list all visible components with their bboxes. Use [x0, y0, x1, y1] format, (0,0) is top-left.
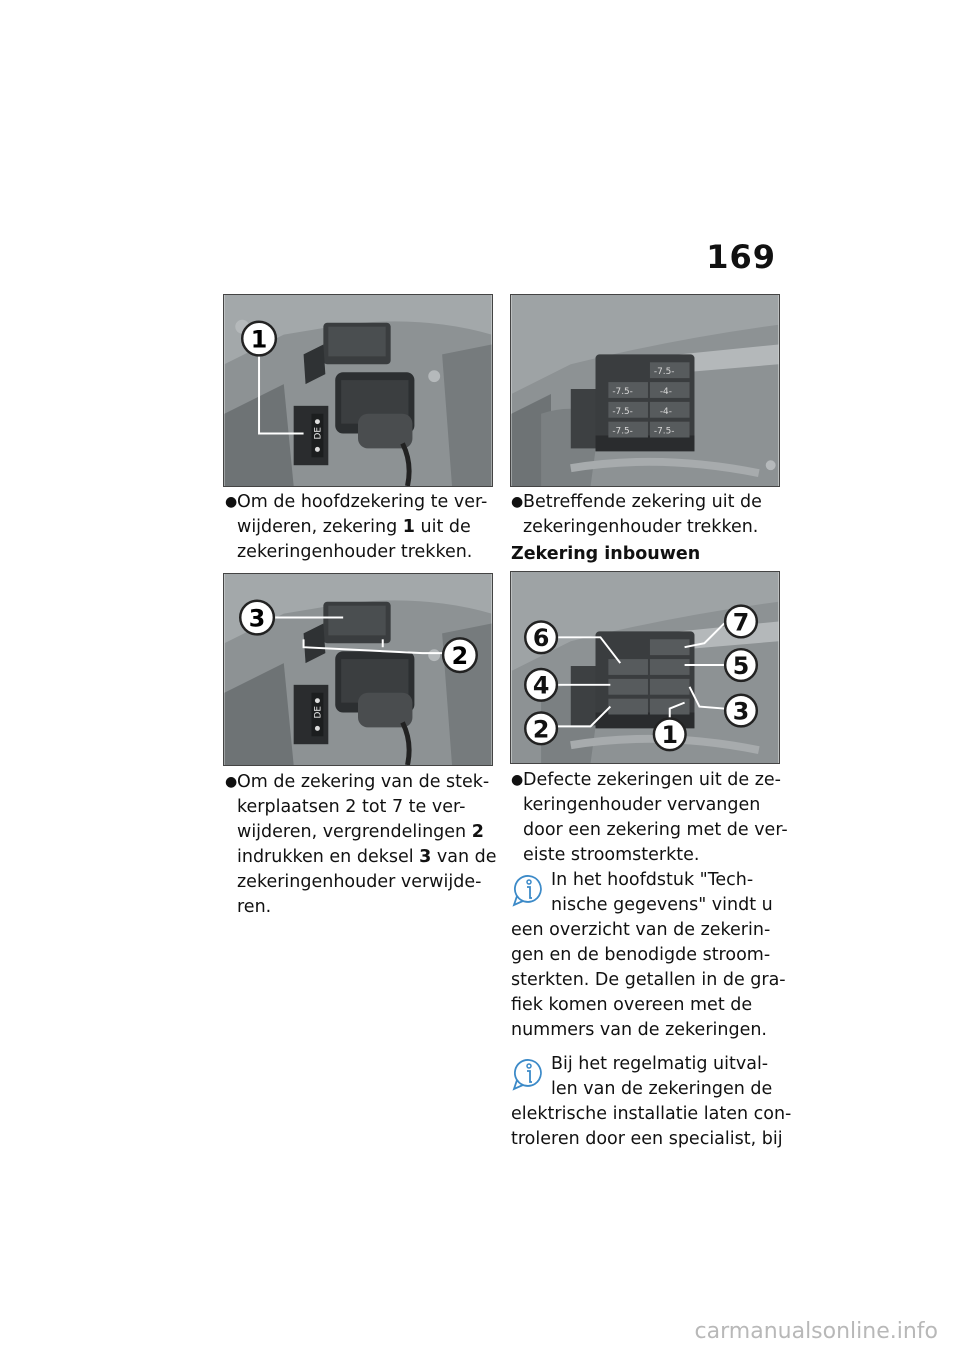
- fuse-positions-illustration: [511, 572, 779, 763]
- svg-text:DE: DE: [313, 427, 324, 440]
- callout-2: 2: [532, 715, 550, 744]
- fuse-label: -7.5-: [653, 426, 675, 437]
- text-line: elektrische installatie laten con-: [511, 1104, 792, 1124]
- text-line: eiste stroomsterkte.: [523, 845, 700, 865]
- text-line: keringenhouder vervangen: [523, 795, 761, 815]
- bullet-dot: ●: [511, 772, 524, 788]
- text-line: een overzicht van de zekerin-: [511, 920, 771, 940]
- instruction-replace-fuse: [511, 768, 788, 868]
- callout-3: 3: [248, 604, 266, 633]
- callout-6: 6: [532, 624, 550, 653]
- page-number: 169: [706, 238, 776, 276]
- fuse-label: -4-: [659, 386, 672, 397]
- text-line: zekeringenhouder trekken.: [523, 517, 759, 537]
- fuse-label: -7.5-: [612, 426, 633, 437]
- bullet-dot: ●: [225, 774, 238, 790]
- text-line: Om de zekering van de stek-: [237, 772, 490, 792]
- text-line: indrukken en deksel 3 van de: [237, 847, 497, 867]
- text-line: nische gegevens" vindt u: [551, 895, 773, 915]
- figure-fuse-holder: [510, 294, 780, 487]
- text-line: fiek komen overeen met de: [511, 995, 753, 1015]
- figure-fuse-positions: [510, 571, 780, 764]
- svg-text:DE: DE: [313, 706, 324, 719]
- figure-main-fuse: [223, 294, 493, 487]
- instruction-remove-main-fuse: [225, 490, 488, 565]
- instruction-pull-fuse: [511, 490, 769, 540]
- text-line: zekeringenhouder verwijde-: [237, 872, 482, 892]
- bullet-dot: ●: [225, 494, 238, 510]
- text-line: nummers van de zekeringen.: [511, 1020, 767, 1040]
- info-note-technical-data: [511, 868, 786, 1043]
- info-icon: [511, 872, 547, 908]
- text-line: ren.: [237, 897, 272, 917]
- text-line: gen en de benodigde stroom-: [511, 945, 771, 965]
- callout-3: 3: [732, 697, 750, 726]
- fuse-box-illustration-1: [224, 295, 492, 486]
- text-line: zekeringenhouder trekken.: [237, 542, 473, 562]
- callout-1: 1: [661, 721, 679, 750]
- fuse-label: -4-: [659, 406, 672, 417]
- text-line: wijderen, zekering 1 uit de: [237, 517, 471, 537]
- text-line: kerplaatsen 2 tot 7 te ver-: [237, 797, 466, 817]
- info-note-specialist: [511, 1052, 792, 1152]
- fuse-label: -7.5-: [612, 386, 633, 397]
- callout-2: 2: [451, 642, 469, 671]
- text-line: Om de hoofdzekering te ver-: [237, 492, 488, 512]
- instruction-remove-cover: [225, 770, 497, 920]
- callout-4: 4: [532, 671, 550, 700]
- text-line: Betreffende zekering uit de: [523, 492, 762, 512]
- bullet-dot: ●: [511, 494, 524, 510]
- text-line: In het hoofdstuk "Tech-: [551, 870, 754, 890]
- callout-5: 5: [732, 651, 750, 680]
- text-line: Defecte zekeringen uit de ze-: [523, 770, 781, 790]
- callout-1: 1: [250, 325, 268, 354]
- fuse-label: -7.5-: [612, 406, 633, 417]
- section-heading: Zekering inbouwen: [511, 544, 701, 564]
- callout-7: 7: [732, 608, 750, 637]
- text-line: Bij het regelmatig uitval-: [551, 1054, 769, 1074]
- text-line: len van de zekeringen de: [551, 1079, 773, 1099]
- figure-fuse-cover: [223, 573, 493, 766]
- text-line: sterkten. De getallen in de gra-: [511, 970, 786, 990]
- watermark: carmanualsonline.info: [694, 1319, 938, 1344]
- fuse-box-illustration-2: [224, 574, 492, 765]
- text-line: door een zekering met de ver-: [523, 820, 788, 840]
- fuse-label: -7.5-: [653, 367, 675, 378]
- fuse-holder-illustration: [511, 295, 779, 486]
- text-line: wijderen, vergrendelingen 2: [237, 822, 484, 842]
- info-icon: [511, 1056, 547, 1092]
- text-line: troleren door een specialist, bij: [511, 1129, 783, 1149]
